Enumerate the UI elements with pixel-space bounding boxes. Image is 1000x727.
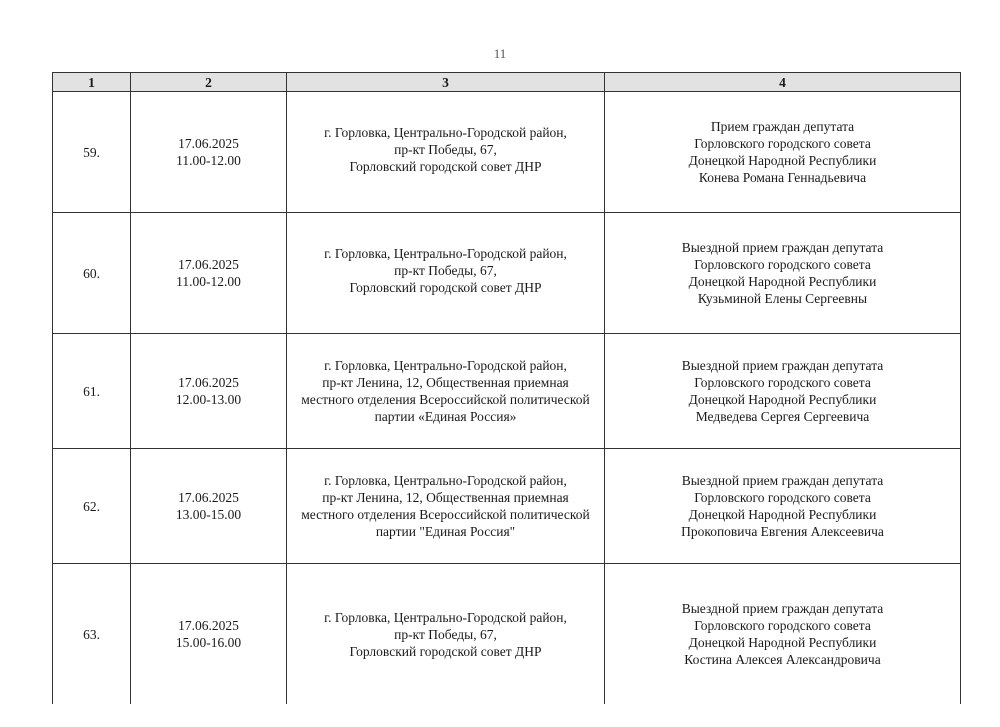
row-number: 59.: [53, 92, 131, 213]
datetime-cell: [131, 213, 287, 334]
event-cell: [605, 92, 961, 213]
header-row: [53, 73, 961, 92]
event-line: Горловского городского совета: [694, 375, 871, 390]
event-line: Конева Романа Геннадьевича: [698, 170, 867, 185]
address-line: Горловский городской совет ДНР: [349, 643, 542, 659]
datetime-cell: [131, 92, 287, 213]
event-line: Выездной прием граждан депутата: [681, 473, 884, 488]
address-line: пр-кт Ленина, 12, Общественная приемная: [322, 490, 569, 505]
event-line: Прокоповича Евгения Алексеевича: [681, 524, 884, 539]
table-row: [53, 92, 961, 213]
column-header: 2: [131, 73, 287, 92]
row-number: 62.: [53, 449, 131, 564]
date: 17.06.2025: [178, 618, 239, 633]
event-line: Донецкой Народной Республики: [688, 392, 877, 407]
event-line: Горловского городского совета: [694, 257, 871, 272]
column-header: 4: [605, 73, 961, 92]
table-row: [53, 564, 961, 705]
address-cell: [287, 92, 605, 213]
event-line: Донецкой Народной Республики: [688, 507, 877, 522]
date: 17.06.2025: [178, 375, 239, 390]
address-cell: [287, 564, 605, 705]
address-line: местного отделения Всероссийской политической: [301, 507, 590, 522]
schedule-table: [52, 72, 961, 704]
address-line: местного отделения Всероссийской политической: [301, 392, 590, 407]
event-cell: [605, 449, 961, 564]
event-line: Горловского городского совета: [694, 490, 871, 505]
event-line: Выездной прием граждан депутата: [681, 601, 884, 616]
time: 15.00-16.00: [175, 635, 242, 650]
address-line: г. Горловка, Центрально-Городской район,: [324, 609, 567, 625]
event-cell: [605, 213, 961, 334]
address-line: пр-кт Победы, 67,: [394, 141, 497, 157]
address-line: г. Горловка, Центрально-Городской район,: [324, 124, 567, 140]
address-line: Горловский городской совет ДНР: [349, 279, 542, 295]
address-line: г. Горловка, Центрально-Городской район,: [324, 245, 567, 261]
table-row: [53, 213, 961, 334]
date: 17.06.2025: [178, 136, 239, 151]
datetime-cell: [131, 564, 287, 705]
time: 12.00-13.00: [175, 392, 242, 407]
event-line: Донецкой Народной Республики: [688, 635, 877, 650]
address-line: партии "Единая Россия": [375, 524, 516, 539]
event-line: Донецкой Народной Республики: [688, 274, 877, 289]
time: 11.00-12.00: [176, 153, 241, 168]
event-line: Костина Алексея Александровича: [684, 652, 881, 667]
event-cell: [605, 564, 961, 705]
row-number: 60.: [53, 213, 131, 334]
address-line: пр-кт Победы, 67,: [394, 262, 497, 278]
address-line: г. Горловка, Центрально-Городской район,: [324, 473, 567, 488]
address-line: партии «Единая Россия»: [374, 409, 517, 424]
date: 17.06.2025: [178, 257, 239, 272]
event-line: Кузьминой Елены Сергеевны: [697, 291, 868, 306]
time: 13.00-15.00: [175, 507, 242, 522]
column-header: 1: [53, 73, 131, 92]
event-line: Горловского городского совета: [694, 136, 871, 151]
event-line: Медведева Сергея Сергеевича: [695, 409, 870, 424]
date: 17.06.2025: [178, 490, 239, 505]
table-row: [53, 334, 961, 449]
address-line: Горловский городской совет ДНР: [349, 158, 542, 174]
address-cell: [287, 449, 605, 564]
event-cell: [605, 334, 961, 449]
address-line: г. Горловка, Центрально-Городской район,: [324, 358, 567, 373]
address-cell: [287, 334, 605, 449]
event-line: Донецкой Народной Республики: [688, 153, 877, 168]
page-number: 11: [493, 46, 507, 61]
event-line: Прием граждан депутата: [710, 119, 855, 134]
event-line: Выездной прием граждан депутата: [681, 240, 884, 255]
column-header: 3: [287, 73, 605, 92]
row-number: 63.: [53, 564, 131, 705]
time: 11.00-12.00: [176, 274, 241, 289]
table-row: [53, 449, 961, 564]
event-line: Выездной прием граждан депутата: [681, 358, 884, 373]
address-line: пр-кт Ленина, 12, Общественная приемная: [322, 375, 569, 390]
row-number: 61.: [53, 334, 131, 449]
datetime-cell: [131, 449, 287, 564]
address-line: пр-кт Победы, 67,: [394, 626, 497, 642]
event-line: Горловского городского совета: [694, 618, 871, 633]
address-cell: [287, 213, 605, 334]
datetime-cell: [131, 334, 287, 449]
